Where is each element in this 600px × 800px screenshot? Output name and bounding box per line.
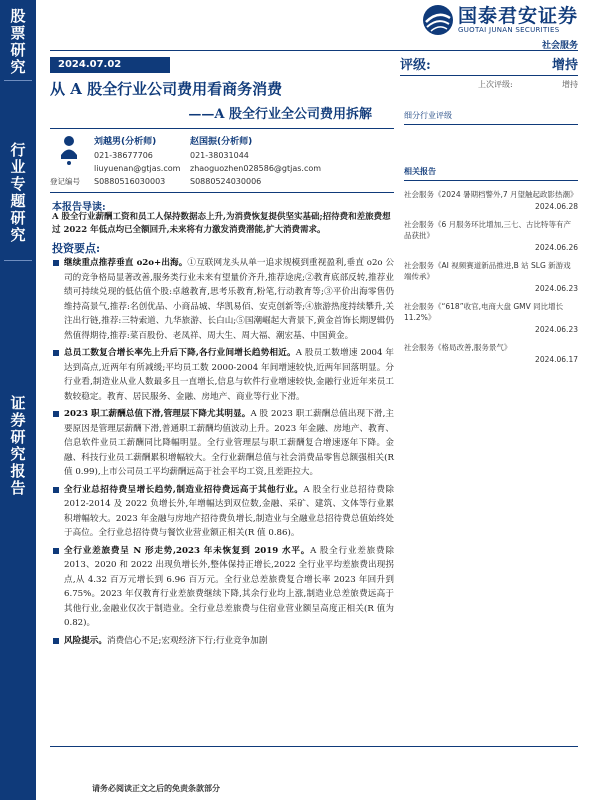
related-report-link[interactable]: 社会服务《“618”收官,电商大盘 GMV 同比增长 11.2%》 — [404, 302, 564, 322]
analyst-phone: 021-38031044 — [190, 151, 249, 160]
bullet-lead: 总员工数复合增长率先上升后下降,各行业间增长趋势相近。 — [64, 348, 296, 358]
bullet-text: A 股全行业总招待费除 2012-2014 及 2022 负增长外,年增幅达到双位数,金融、采矿、建筑、文体等行业累积增幅较大。2023 年金融与房地产招待费负增长,制造业与全融业总招待费总值始终处于高位。全行业总招待费与餐饮业营业额正相关(R 值 0.86)。 — [64, 484, 394, 538]
bullet-square-icon — [53, 350, 59, 356]
list-item — [52, 407, 394, 480]
logo-text-cn: 国泰君安证券 — [457, 5, 578, 27]
bullet-lead: 风险提示。 — [64, 635, 107, 646]
related-report-link[interactable]: 社会服务《AI 视频赛道新品推进,B 站 SLG 新游戏端传承》 — [404, 261, 571, 281]
sidebar-divider — [4, 260, 32, 261]
list-item — [52, 483, 394, 541]
analyst-email[interactable]: zhaoguozhen028586@gtjas.com — [190, 164, 322, 173]
rating-label: 评级: — [400, 58, 431, 73]
analyst-email[interactable]: liuyuenan@gtjas.com — [94, 164, 181, 173]
disclaimer-footer: 请务必阅读正文之后的免责条款部分 — [92, 783, 220, 793]
bullet-square-icon — [53, 411, 59, 417]
title-divider — [50, 128, 394, 129]
analyst-cert: S0880516030003 — [94, 177, 166, 186]
footer-divider — [50, 746, 578, 747]
analyst-name: 刘越男(分析师) — [94, 137, 157, 147]
bullet-square-icon — [53, 548, 59, 554]
industry-rating-label: 细分行业评级 — [404, 111, 452, 120]
related-report-date: 2024.06.23 — [535, 284, 578, 293]
report-title: 从 A 股全行业公司费用看商务消费 — [50, 80, 283, 98]
analyst-card-1 — [94, 136, 180, 188]
investment-points-title: 投资要点: — [52, 242, 101, 255]
sidebar-label-securities-report: 证 券 研 究 报 告 — [10, 394, 26, 497]
company-logo — [422, 4, 578, 36]
header-divider — [50, 50, 578, 51]
related-report-date: 2024.06.17 — [535, 355, 578, 364]
previous-rating-value: 增持 — [562, 80, 578, 89]
list-item — [52, 346, 394, 404]
bullet-text: 消费信心不足;宏观经济下行;行业竞争加剧 — [106, 635, 268, 646]
bullet-lead: 全行业总招待费呈增长趋势,制造业招待费远高于其他行业。 — [64, 484, 304, 495]
bullet-text: A 股全行业差旅费除 2013、2020 和 2022 出现负增长外,整体保持正增长,2022 全行业平均差旅费出现拐点,从 4.32 百万元增长到 6.96 百万元。全行业总差旅费复合增长率 2023 年回升到 6.75%。2023 年仅教育行业差旅费继续下降,其余行业均上涨,制造业总差旅费远高于其他行业,金融业仅次于制造业。全行业总差旅费与住宿业营业额呈高度正相关(R 值为 0.82)。 — [64, 545, 394, 628]
previous-rating-label: 上次评级: — [478, 80, 513, 89]
logo-text-en: GUOTAI JUNAN SECURITIES — [457, 26, 560, 34]
industry-rating-section — [404, 110, 578, 125]
sector-label: 社会服务 — [541, 41, 578, 51]
report-subtitle: ——A 股全行业全公司费用拆解 — [188, 107, 372, 122]
bullet-square-icon — [53, 638, 59, 644]
report-date: 2024.07.02 — [50, 57, 170, 73]
bullet-lead: 继续重点推荐垂直 o2o+出海。 — [64, 258, 188, 268]
sidebar-label-industry-research: 行 业 专 题 研 究 — [10, 141, 26, 244]
analyst-cert: S0880524030006 — [190, 177, 262, 186]
industry-rating-divider — [404, 124, 578, 125]
bullet-text: ①互联网龙头从单一追求规模到重视盈利,垂直 o2o 公司的竞争格局显著改善,服务类行业未来有望量价齐升,推荐途虎;②教育底部反转,推荐业绩可持续兑现的低估值个股:卓越教育,思考乐教育,粉笔,行动教育等;③平价出海零售仍维持高景气,推荐:名创优品、小商品城、华凯易佰、安克创新等;④旅游热度持续攀升,关注出行链,推荐:三特索道、九华旅游、长白山;⑤国潮崛起大背景下,黄金首饰长期逻辑仍然值得期待,推荐:菜百股份、老凤祥、周大生、周大福、潮宏基、中国黄金。 — [64, 258, 395, 341]
related-report-date: 2024.06.26 — [535, 243, 578, 252]
sidebar-label-stock-research: 股 票 研 究 — [10, 7, 26, 76]
related-reports-label: 相关报告 — [404, 167, 436, 176]
analyst-card-2 — [190, 136, 321, 188]
bullet-text: A 股员工数增速 2004 年达到高点,近两年有所减缓;平均员工数 2000-2004 年间增速较快,近两年回落明显。分行业看,制造业从业人数最多且一直增长,信息与软件行业增速较快,金融行业近年来员工数较稳定。教育、居民服务、金融、房地产、商业等行业下滑。 — [64, 348, 394, 402]
related-report-date: 2024.06.28 — [535, 202, 578, 211]
related-report-date: 2024.06.23 — [535, 325, 578, 334]
logo-globe-icon — [422, 4, 454, 36]
related-report-link[interactable]: 社会服务《2024 暑期档警外,7 月望触起政影热潮》 — [404, 190, 578, 199]
bullet-square-icon — [53, 487, 59, 493]
related-report-link[interactable]: 社会服务《6 月服务环比增加,三七、古比特等有产品获批》 — [404, 220, 572, 240]
analyst-phone: 021-38677706 — [94, 151, 153, 160]
investment-points-list — [52, 256, 394, 651]
rating-value: 增持 — [551, 58, 578, 73]
analyst-avatar-icon — [60, 135, 78, 169]
list-item — [52, 634, 394, 649]
sidebar — [0, 0, 36, 800]
registration-label: 登记编号 — [50, 177, 80, 186]
list-item — [52, 544, 394, 631]
guide-title: 本报告导读: — [52, 202, 106, 213]
bullet-lead: 全行业差旅费呈 N 形走势,2023 年未恢复到 2019 水平。 — [64, 545, 311, 556]
bullet-square-icon — [53, 260, 59, 266]
related-report-link[interactable]: 社会服务《格局改善,服务景气》 — [404, 343, 512, 352]
bullet-text: A 股 2023 职工薪酬总值出现下滑,主要原因是管理层薪酬下滑,普通职工薪酬均值波动上升。2023 年金融、房地产、教育、信息软件业员工薪酬同比降幅明显。全行业管理层与职工薪酬复合增速逐年下降。金融、科技行业员工薪酬累积增幅较大。全行业薪酬总值与社会消费品零售总额强相关(R 值 0.99),上市公司员工平均薪酬远高于社会平均工资,且差距拉大。 — [64, 409, 394, 477]
rating-box — [400, 54, 578, 90]
analyst-divider — [50, 192, 394, 193]
sidebar-divider — [4, 80, 32, 81]
analyst-name: 赵国振(分析师) — [190, 137, 253, 147]
bullet-lead: 2023 职工薪酬总值下滑,管理层下降尤其明显。 — [64, 409, 251, 419]
related-reports-divider — [404, 180, 578, 181]
related-reports-section — [404, 166, 578, 364]
guide-body: A 股全行业薪酬工资和员工人保持数据态上升,为消费恢复提供坚实基础;招待费和差旅费想过 2022 年低点均已全额回升,未来将有力激发消费潜能,扩大消费需求。 — [52, 212, 391, 235]
list-item — [52, 256, 394, 343]
